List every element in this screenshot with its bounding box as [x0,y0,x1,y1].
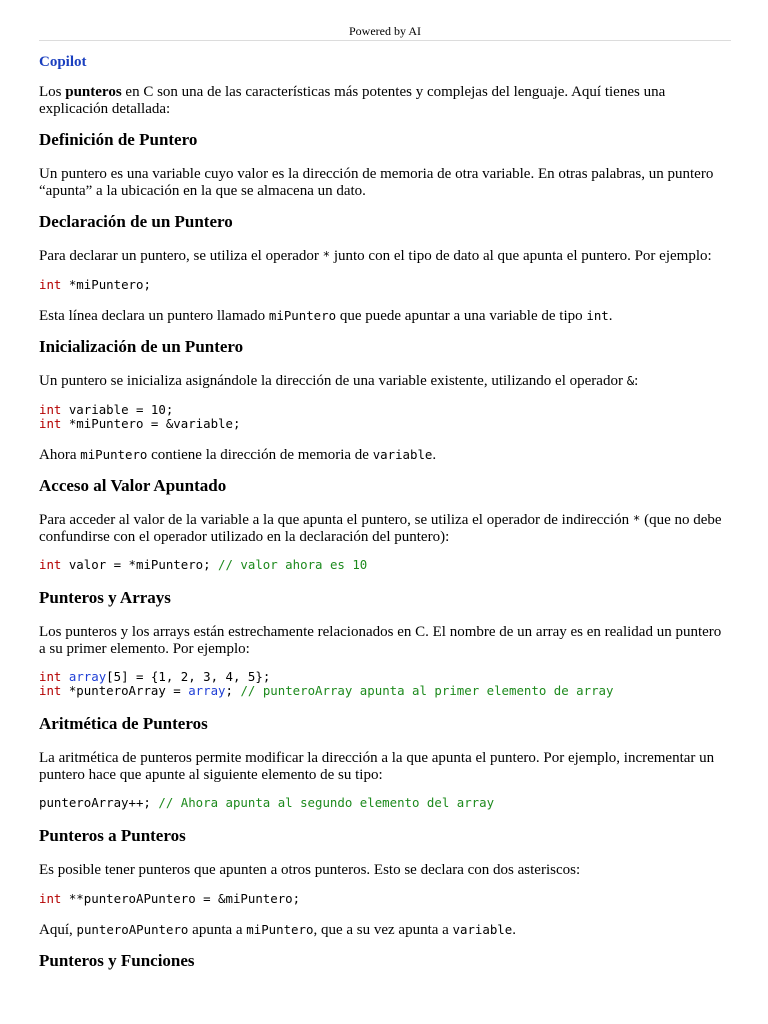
text: Para declarar un puntero, se utiliza el operador [39,248,323,264]
code-block-arrays [39,670,731,698]
punteros-a-punteros-paragraph: Es posible tener punteros que apunten a otros punteros. Esto se declara con dos asteriscos: [39,862,581,878]
code-block-punteros-a-punteros [39,892,731,906]
definicion-paragraph: Un puntero es una variable cuyo valor es la dirección de memoria de otra variable. En otras palabras, un puntero “apunta” a la ubicación en la que se almacena un dato. [39,166,714,199]
code-text: [5] = {1, 2, 3, 4, 5}; [106,669,271,684]
text: (que no debe confundirse con el operador utilizado en la declaración del puntero): [39,512,722,545]
inline-code: int [586,307,609,323]
code-block-aritmetica [39,796,731,810]
inline-code: miPuntero [268,307,337,323]
heading-declaracion: Declaración de un Puntero [39,212,233,231]
arrays-paragraph: Los punteros y los arrays están estrechamente relacionados en C. El nombre de un array es en realidad un puntero a su primer elemento. Por ejemplo: [39,624,722,657]
acceso-paragraph [39,512,731,545]
code-comment: // punteroArray apunta al primer elemento de array [240,683,614,698]
punteros-a-punteros-explanation [39,922,731,939]
inicializacion-paragraph [39,373,731,390]
code-text: *punteroArray = [61,683,189,698]
code-keyword: int [39,890,62,906]
code-text: punteroArray++; [39,795,159,810]
code-block-inicializacion [39,403,731,431]
heading-aritmetica: Aritmética de Punteros [39,714,208,733]
code-identifier: array [188,683,226,698]
code-text: variable = 10; [61,401,174,417]
intro-paragraph [39,84,731,117]
text: contiene la dirección de memoria de [147,446,373,463]
text: . [432,446,437,463]
text: que puede apuntar a una variable de tipo [336,307,587,324]
declaracion-explanation [39,308,731,325]
inline-code: punteroAPuntero [76,921,189,937]
code-text [61,669,68,684]
text: , que a su vez apunta a [313,921,453,938]
copilot-brand: Copilot [39,54,87,70]
text: Ahora [39,446,81,463]
heading-definicion: Definición de Puntero [39,130,198,149]
text: Esta línea declara un puntero llamado [39,307,269,324]
inline-code: & [626,373,635,388]
inline-code: variable [372,446,433,462]
text: . [608,307,613,324]
heading-acceso: Acceso al Valor Apuntado [39,476,227,495]
text: Para acceder al valor de la variable a la que apunta el puntero, se utiliza el operador de indirección [39,512,633,528]
inline-code: * [322,248,331,263]
inicializacion-explanation [39,447,731,464]
chat-response [39,53,731,987]
code-text: valor = *miPuntero; [61,557,219,572]
inline-code: variable [452,921,513,937]
heading-arrays: Punteros y Arrays [39,588,171,607]
inline-code: * [632,512,641,527]
code-keyword: int [39,557,62,572]
aritmetica-paragraph: La aritmética de punteros permite modificar la dirección a la que apunta el puntero. Por ejemplo, incrementar un puntero hace que apunte al siguiente elemento de su tipo: [39,750,715,783]
code-text: ; [225,683,241,698]
declaracion-paragraph [39,248,731,265]
text: : [634,373,639,389]
code-keyword: int [39,683,62,698]
intro-text-1: Los [39,84,66,100]
heading-inicializacion: Inicialización de un Puntero [39,337,244,356]
code-text: **punteroAPuntero = &miPuntero; [61,890,301,906]
text: apunta a [188,921,247,938]
code-keyword: int [39,415,62,431]
code-text: *miPuntero; [61,276,151,292]
code-block-acceso [39,558,731,572]
inline-code: miPuntero [246,921,314,937]
code-keyword: int [39,276,62,292]
inline-code: miPuntero [80,446,148,462]
heading-punteros-a-punteros: Punteros a Punteros [39,826,186,845]
powered-by-text: Powered by AI [349,24,421,38]
code-comment: // valor ahora es 10 [218,557,368,572]
text: junto con el tipo de dato al que apunta el puntero. Por ejemplo: [330,248,712,264]
text: Aquí, [39,921,77,938]
heading-funciones: Punteros y Funciones [39,951,195,970]
code-keyword: int [39,401,62,417]
code-block-declaracion [39,278,731,292]
text: . [512,921,516,938]
code-identifier: array [68,669,107,684]
code-text: *miPuntero = &variable; [61,415,241,431]
intro-text-2: en C son una de las características más potentes y complejas del lenguaje. Aquí tienes una explicación detallada: [39,84,666,117]
page-header [39,24,731,41]
intro-bold: punteros [65,84,122,100]
code-comment: // Ahora apunta al segundo elemento del array [158,795,495,810]
code-keyword: int [39,669,62,684]
text: Un puntero se inicializa asignándole la dirección de una variable existente, utilizando el operador [39,373,627,389]
